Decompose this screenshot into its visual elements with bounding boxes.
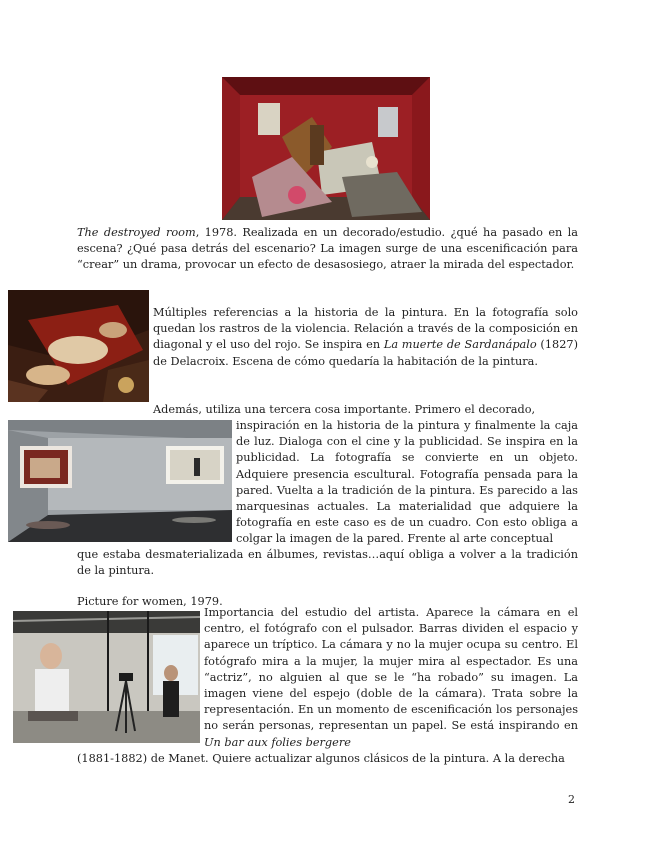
manet-title: Un bar aux folies bergere: [204, 735, 351, 749]
picture-for-women-heading: [77, 594, 223, 610]
picture-for-women-title: Picture for women: [77, 595, 184, 608]
picture-for-women-tail: (1881-1882) de Manet. Quiere actualizar algunos clásicos de la pintura. A la derecha: [77, 752, 565, 765]
destroyed-room-paragraph: [77, 225, 578, 274]
references-paragraph: [153, 305, 578, 370]
picture-for-women-text: Importancia del estudio del artista. Aparece la cámara en el centro, el fotógrafo con el pulsador. Barras dividen el espacio y aparece un tríptico. La cámara y no la mujer ocupa su centro. El fotógrafo mira a la mujer, la mujer mira al espectador. Es una “actriz”, no alguien al que se le “ha robado” su imagen. La imagen viene del espejo (doble de la cámara). Trata sobre la representación. En un momento de escenificación los personajes no serán personas, representan un papel. Se está inspirando en: [204, 606, 578, 733]
gallery-installation-photo: [8, 420, 232, 542]
decor-paragraph: inspiración en la historia de la pintura y finalmente la caja de luz. Dialoga con el cine y la publicidad. Se inspira en la publicidad. La fotografía se convierte en un objeto. Adquiere presencia escultural. Fotografía pensada para la pared. Vuelta a la tradición de la pintura. Es parecido a las marquesinas actuales. La materialidad que adquiere la fotografía en este caso es de un cuadro. Con esto obliga a colgar la imagen de la pared. Frente al arte conceptual: [236, 419, 578, 546]
decor-paragraph-tail: que estaba desmaterializada en álbumes, revistas…aquí obliga a volver a la tradición de la pintura.: [77, 548, 578, 578]
picture-for-women-paragraph: [204, 605, 578, 751]
picture-for-women-photo: [13, 611, 200, 743]
sardanapalus-painting: [8, 290, 149, 402]
picture-for-women-year: , 1979.: [183, 595, 223, 608]
sardanapalus-title: La muerte de Sardanápalo: [383, 338, 537, 352]
references-text-before: Múltiples referencias a la historia de la pintura. En la fotografía solo quedan los rastros de la violencia. Relación a través de la composición en diagonal y el uso del rojo. Se inspira en: [153, 306, 578, 352]
destroyed-room-photo: [222, 77, 430, 220]
references-text-after: (1827) de Delacroix. Escena de cómo quedaría la habitación de la pintura.: [153, 338, 578, 368]
page-number: 2: [568, 793, 575, 806]
decor-line-1: Además, utiliza una tercera cosa importante. Primero el decorado,: [153, 403, 536, 416]
destroyed-room-text: , 1978. Realizada en un decorado/estudio. ¿qué ha pasado en la escena? ¿Qué pasa detrás del escenario? La imagen surge de una escenificación para “crear” un drama, provocar un efecto de desasosiego, atraer la mirada del espectador.: [77, 226, 578, 272]
destroyed-room-title: The destroyed room: [77, 226, 196, 239]
